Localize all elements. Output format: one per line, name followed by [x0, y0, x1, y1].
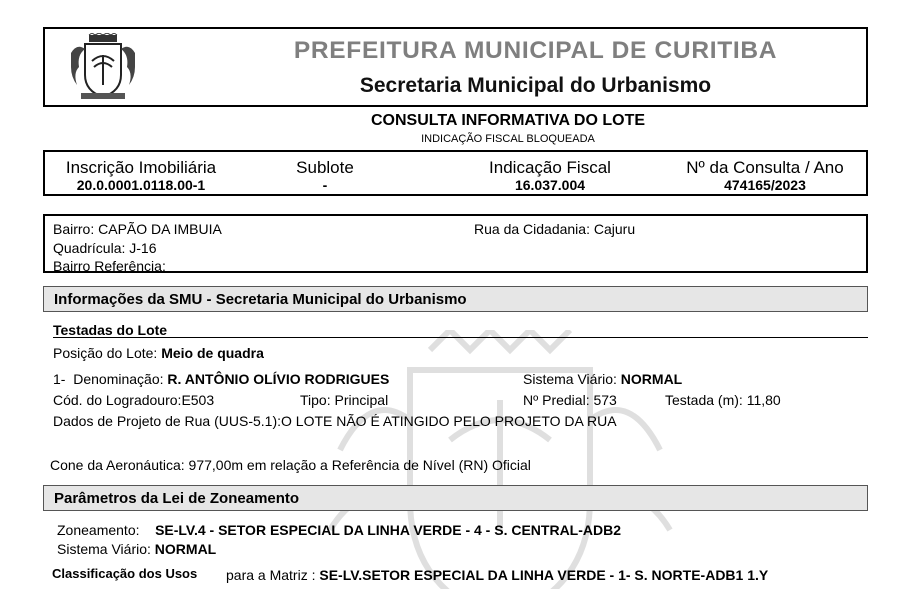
testadas-heading: Testadas do Lote	[53, 322, 168, 338]
projeto-rua-line	[53, 413, 617, 429]
projeto-rua-label: Dados de Projeto de Rua (UUS-5.1):	[53, 413, 281, 429]
zoneamento-sistema-viario-label: Sistema Viário:	[57, 541, 151, 557]
cod-logradouro-line	[53, 392, 214, 408]
header-title: PREFEITURA MUNICIPAL DE CURITIBA	[293, 37, 778, 64]
cone-aeronautica-line: Cone da Aeronáutica: 977,00m em relação a Referência de Nível (RN) Oficial	[50, 457, 531, 473]
bairro-referencia-label: Bairro Referência:	[53, 258, 166, 274]
bairro-value: CAPÃO DA IMBUIA	[98, 221, 222, 237]
indicacao-cell	[470, 158, 630, 193]
consulta-ano-value: 474165/2023	[724, 177, 806, 193]
classificacao-usos-label: Classificação dos Usos	[52, 566, 198, 581]
inscricao-cell	[51, 158, 231, 193]
testada-denominacao-line	[53, 371, 389, 387]
indicacao-label: Indicação Fiscal	[489, 158, 611, 177]
tipo-label: Tipo:	[300, 392, 331, 408]
predial-value: 573	[593, 392, 617, 408]
projeto-rua-value: O LOTE NÃO É ATINGIDO PELO PROJETO DA RUA	[281, 413, 617, 429]
quadricula-value: J-16	[129, 240, 157, 256]
zoneamento-sistema-viario-value: NORMAL	[154, 541, 217, 557]
testada-index: 1-	[53, 371, 66, 387]
summary-box	[43, 150, 868, 196]
quadricula-label: Quadrícula:	[53, 240, 126, 256]
testada-metros-value: 11,80	[746, 392, 781, 408]
testada-metros-label: Testada (m):	[665, 392, 743, 408]
inscricao-label: Inscrição Imobiliária	[65, 158, 217, 177]
matriz-line	[226, 567, 768, 583]
rua-cidadania-line	[474, 221, 635, 237]
sublote-value: -	[322, 177, 328, 193]
bairro-label: Bairro:	[53, 221, 95, 237]
testada-sistema-viario-value: NORMAL	[620, 371, 683, 387]
denominacao-value: R. ANTÔNIO OLÍVIO RODRIGUES	[167, 371, 390, 387]
testada-sistema-viario-label: Sistema Viário:	[523, 371, 617, 387]
bairro-line	[53, 221, 222, 237]
city-coat-of-arms-icon	[67, 33, 139, 103]
zoneamento-line	[57, 522, 621, 538]
posicao-lote-value: Meio de quadra	[161, 345, 264, 361]
cod-logradouro-value: E503	[181, 392, 215, 408]
document-subtitle: INDICAÇÃO FISCAL BLOQUEADA	[421, 133, 595, 145]
indicacao-value: 16.037.004	[514, 177, 586, 193]
sublote-label: Sublote	[296, 158, 354, 177]
predial-line	[523, 392, 617, 408]
rua-cidadania-value: Cajuru	[593, 221, 636, 237]
inscricao-value: 20.0.0001.0118.00-1	[76, 177, 206, 193]
consulta-ano-cell	[670, 158, 860, 193]
posicao-lote-label: Posição do Lote:	[53, 345, 158, 361]
sublote-cell	[275, 158, 375, 193]
document-title: CONSULTA INFORMATIVA DO LOTE	[370, 112, 646, 129]
predial-label: Nº Predial:	[523, 392, 590, 408]
posicao-lote-line	[53, 345, 264, 361]
tipo-line	[300, 392, 388, 408]
bairro-referencia-line	[53, 258, 166, 274]
testada-metros-line	[665, 392, 781, 408]
denominacao-label: Denominação:	[73, 371, 164, 387]
section-smu: Informações da SMU - Secretaria Municipal do Urbanismo	[43, 286, 868, 312]
matriz-label: para a Matriz :	[226, 567, 316, 583]
divider	[53, 337, 868, 338]
testada-sistema-viario-line	[523, 371, 682, 387]
cod-logradouro-label: Cód. do Logradouro:	[53, 392, 182, 408]
zoneamento-label: Zoneamento:	[57, 522, 140, 538]
consulta-ano-label: Nº da Consulta / Ano	[686, 158, 844, 177]
quadricula-line	[53, 240, 157, 256]
matriz-value: SE-LV.SETOR ESPECIAL DA LINHA VERDE - 1- S. NORTE-ADB1 1.Y	[319, 567, 769, 583]
location-box	[43, 214, 868, 273]
zoneamento-value: SE-LV.4 - SETOR ESPECIAL DA LINHA VERDE - 4 - S. CENTRAL-ADB2	[155, 522, 622, 538]
header-subtitle: Secretaria Municipal do Urbanismo	[359, 74, 712, 97]
zoneamento-sistema-viario-line	[57, 541, 216, 557]
section-zoneamento: Parâmetros da Lei de Zoneamento	[43, 485, 868, 511]
tipo-value: Principal	[334, 392, 389, 408]
rua-cidadania-label: Rua da Cidadania:	[474, 221, 590, 237]
header-box	[43, 27, 868, 107]
